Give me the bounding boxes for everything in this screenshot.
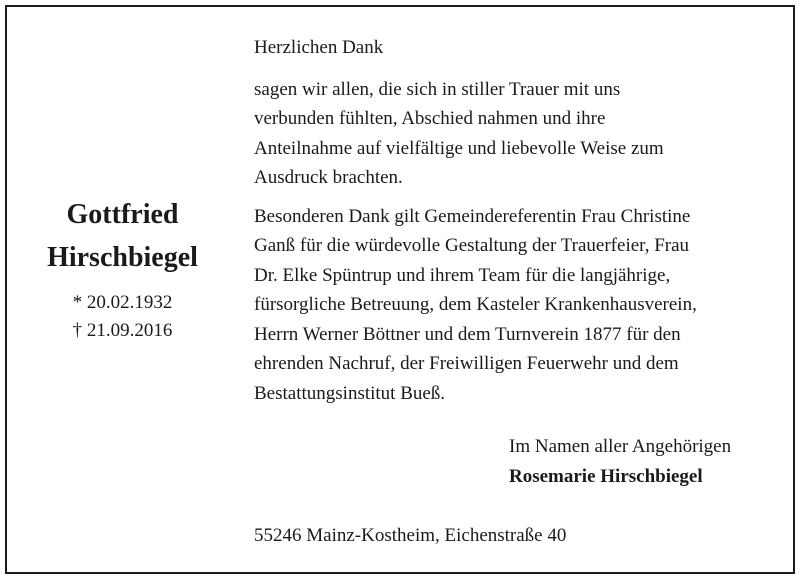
paragraph-2-line: Herrn Werner Böttner und dem Turnverein 1877 für den (254, 323, 681, 345)
paragraph-2-line: ehrenden Nachruf, der Freiwilligen Feuerwehr und dem (254, 353, 679, 374)
paragraph-1-line: sagen wir allen, die sich in stiller Trauer mit uns (254, 78, 621, 100)
thanks-heading: Herzlichen Dank (254, 37, 384, 58)
paragraph-2 (254, 202, 784, 409)
deceased-block (20, 193, 225, 345)
life-dates (20, 289, 225, 345)
signature-name: Rosemarie Hirschbiegel (509, 465, 703, 487)
signature-intro: Im Namen aller Angehörigen (509, 436, 732, 457)
paragraph-2-line: Bestattungsinstitut Bueß. (254, 382, 446, 404)
paragraph-1-line: Anteilnahme auf vielfältige und liebevolle Weise zum (254, 137, 664, 159)
paragraph-2-line: Ganß für die würdevolle Gestaltung der Trauerfeier, Frau (254, 235, 690, 256)
paragraph-1-line: verbunden fühlten, Abschied nahmen und ihre (254, 108, 606, 129)
paragraph-2-line: Besonderen Dank gilt Gemeindereferentin Frau Christine (254, 205, 691, 227)
deceased-last-name: Hirschbiegel (47, 242, 198, 273)
paragraph-2-line: Dr. Elke Spüntrup und ihrem Team für die langjährige, (254, 264, 671, 286)
birth-date: * 20.02.1932 (72, 292, 173, 313)
deceased-first-name: Gottfried (66, 199, 179, 230)
family-address: 55246 Mainz-Kostheim, Eichenstraße 40 (254, 525, 567, 546)
paragraph-1 (254, 75, 784, 193)
death-date: † 21.09.2016 (72, 320, 173, 341)
paragraph-2-line: fürsorgliche Betreuung, dem Kasteler Krankenhausverein, (254, 294, 697, 315)
signature-block (509, 432, 731, 491)
paragraph-1-line: Ausdruck brachten. (254, 167, 403, 188)
thanks-text (254, 33, 784, 408)
